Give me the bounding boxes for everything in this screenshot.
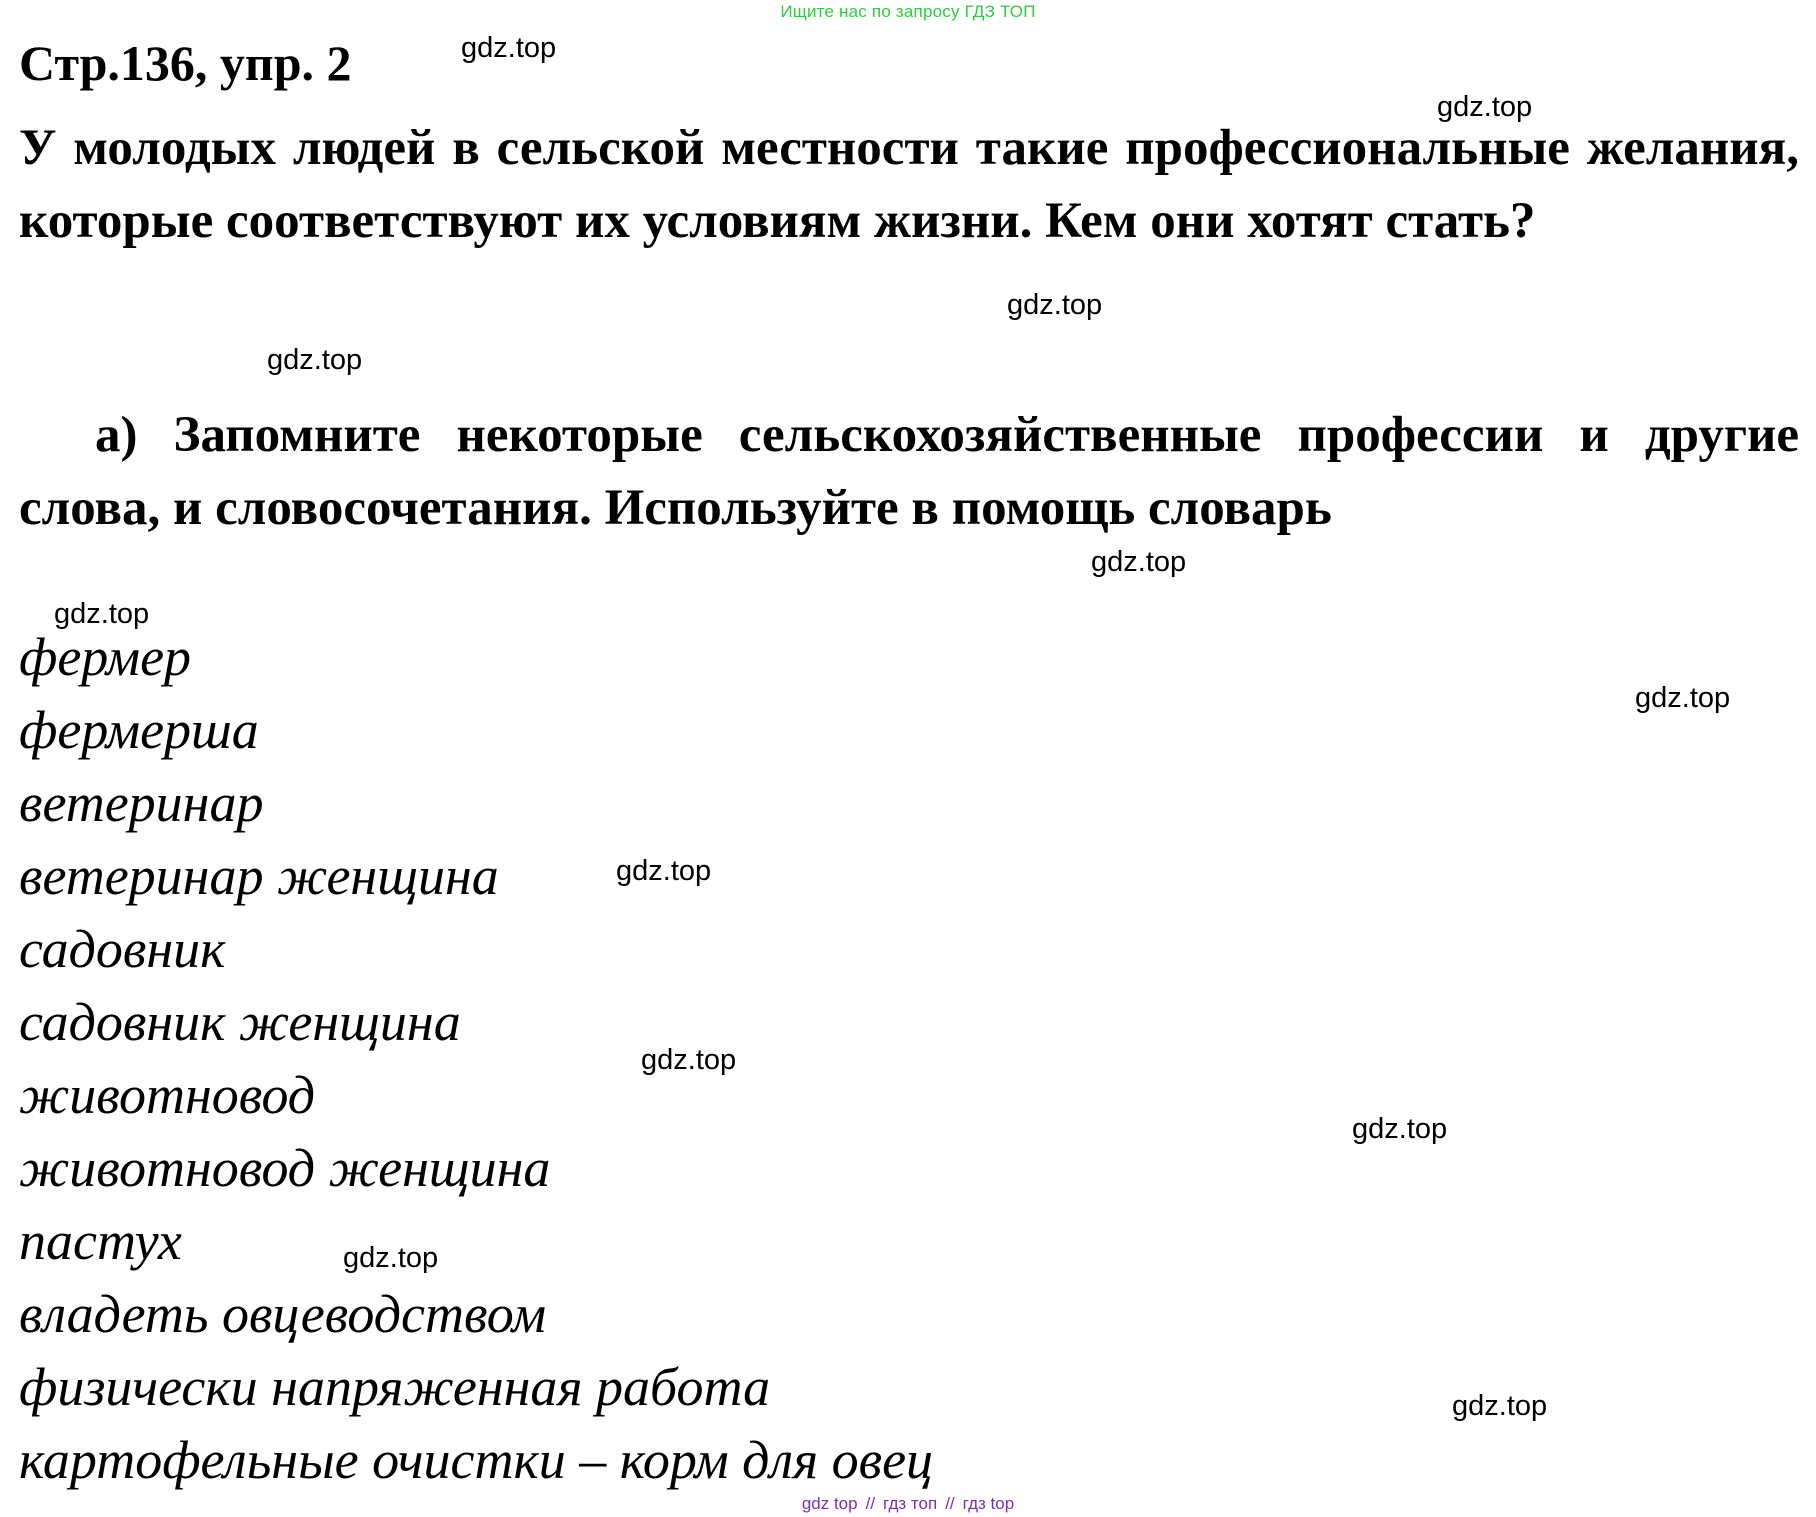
subtask-text: а) Запомните некоторые сельскохозяйственные профессии и другие слова, и словосочетания. Используйте в помощь словарь bbox=[19, 407, 1799, 536]
task-text: У молодых людей в сельской местности такие профессиональные желания, которые соответствуют их условиям жизни. Кем они хотят стать? bbox=[19, 120, 1799, 249]
page-title: Стр.136, упр. 2 bbox=[19, 35, 352, 91]
watermark-text: gdz.top bbox=[54, 598, 150, 630]
watermark-text: gdz.top bbox=[1635, 682, 1731, 714]
bottom-banner-text: gdz top bbox=[801, 1494, 858, 1513]
word-item: животновод bbox=[19, 1065, 316, 1125]
word-item: владеть овцеводством bbox=[19, 1284, 547, 1344]
word-item: физически напряженная работа bbox=[19, 1357, 771, 1417]
word-list bbox=[19, 621, 933, 1497]
word-item: картофельные очистки – корм для овец bbox=[19, 1430, 934, 1490]
bottom-banner-separator: // bbox=[945, 1494, 955, 1513]
word-item: садовник bbox=[19, 919, 226, 979]
watermark-text: gdz.top bbox=[1091, 546, 1187, 578]
watermark-text: gdz.top bbox=[1452, 1390, 1548, 1422]
watermark-text: gdz.top bbox=[1352, 1113, 1448, 1145]
word-item: фермер bbox=[19, 627, 192, 687]
watermark-text: gdz.top bbox=[1437, 91, 1533, 123]
watermark-text: gdz.top bbox=[267, 344, 363, 376]
watermark-text: gdz.top bbox=[641, 1044, 737, 1076]
watermark-text: gdz.top bbox=[461, 32, 557, 64]
watermark-text: gdz.top bbox=[616, 855, 712, 887]
bottom-banner-text: гдз топ bbox=[883, 1494, 938, 1513]
word-item: фермерша bbox=[19, 700, 259, 760]
word-item: пастух bbox=[19, 1211, 182, 1271]
top-banner: Ищите нас по запросу ГДЗ ТОП bbox=[780, 2, 1036, 21]
bottom-banner-separator: // bbox=[865, 1494, 876, 1513]
word-item: животновод женщина bbox=[19, 1138, 551, 1198]
bottom-banner-text: гдз top bbox=[962, 1494, 1015, 1513]
watermark-text: gdz.top bbox=[1007, 289, 1103, 321]
word-item: ветеринар женщина bbox=[19, 846, 499, 906]
bottom-banner bbox=[0, 1494, 1816, 1514]
word-item: ветеринар bbox=[19, 773, 264, 833]
watermark-text: gdz.top bbox=[343, 1242, 439, 1274]
word-item: садовник женщина bbox=[19, 992, 461, 1052]
